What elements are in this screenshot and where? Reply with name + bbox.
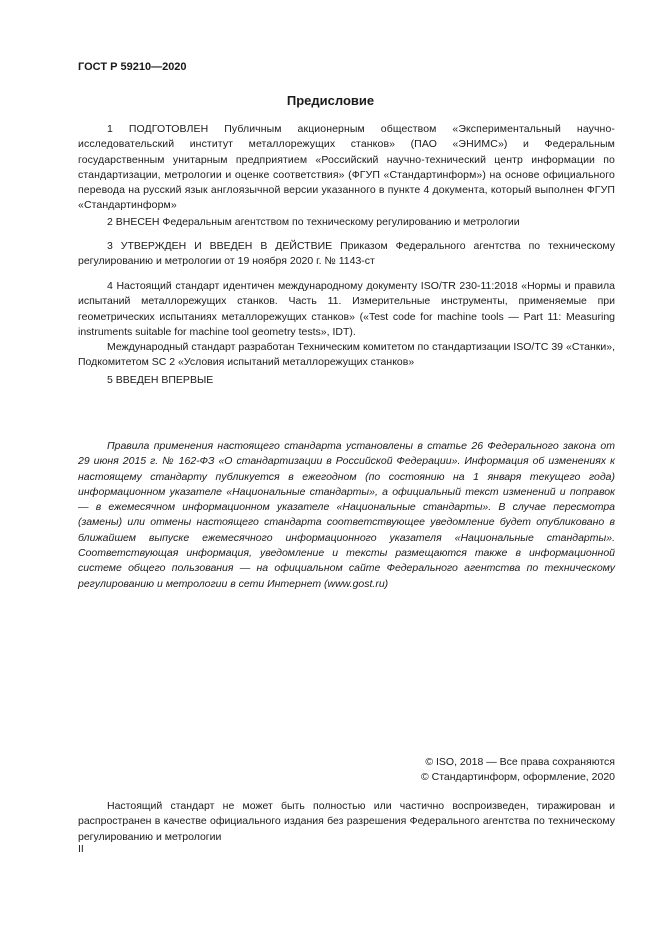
copyright-iso: © ISO, 2018 — Все права сохраняются (425, 756, 615, 768)
reproduction-notice (78, 799, 615, 845)
reproduction-text: Настоящий стандарт не может быть полностью или частично воспроизведен, тиражирован и распространен в качестве официального издания без разрешения Федерального агентства по техническому регулированию и метрологии (78, 800, 615, 843)
copyright-block (300, 755, 615, 786)
paragraph-4-international: Международный стандарт разработан Техническим комитетом по стандартизации ISO/TC 39 «Станки», Подкомитетом SC 2 «Условия испытаний металлорежущих станков» (78, 341, 615, 369)
paragraph-1: 1 ПОДГОТОВЛЕН Публичным акционерным обществом «Экспериментальный научно-исследовательский институт металлорежущих станков» (ПАО «ЭНИМС») и Федеральным государственным унитарным предприятием «Российский научно-технический центр информации по стандартизации, метрологии и оценке соответствия» (ФГУП «Стандартинформ») на основе официального перевода на русский язык англоязычной версии указанного в пункте 4 документа, который выполнен ФГУП «Стандартинформ» (78, 123, 615, 212)
paragraph-5: 5 ВВЕДЕН ВПЕРВЫЕ (107, 374, 214, 386)
paragraph-prepared (78, 122, 615, 214)
application-rules-notice (78, 439, 615, 592)
paragraph-4: 4 Настоящий стандарт идентичен международному документу ISO/TR 230-11:2018 «Нормы и правила испытаний металлорежущих станков. Часть 11. Измерительные инструменты, применяемые при геометрических испытаниях металлорежущих станков» («Test code for machine tools — Part 11: Measuring instruments suitable for machine tool geometry tests», IDT). (78, 280, 615, 338)
paragraph-2: 2 ВНЕСЕН Федеральным агентством по техническому регулированию и метрологии (107, 216, 520, 228)
copyright-standartinform: © Стандартинформ, оформление, 2020 (420, 771, 615, 784)
page-number: II (78, 843, 84, 855)
paragraph-submitted (78, 215, 615, 230)
paragraph-3: 3 УТВЕРЖДЕН И ВВЕДЕН В ДЕЙСТВИЕ Приказом Федерального агентства по техническому регулированию и метрологии от 19 ноября 2020 г. № 1143-ст (78, 240, 615, 268)
paragraph-identical (78, 279, 615, 371)
paragraph-introduced (78, 373, 615, 388)
notice-text: Правила применения настоящего стандарта установлены в статье 26 Федерального закона от 29 июня 2015 г. № 162-ФЗ «О стандартизации в Российской Федерации». Информация об изменениях к настоящему стандарту публикуется в ежегодном (по состоянию на 1 января текущего года) информационном указателе «Национальные стандарты», а официальный текст изменений и поправок — в ежемесячном информационном указателе «Национальные стандарты». В случае пересмотра (замены) или отмены настоящего стандарта соответствующее уведомление будет опубликовано в ближайшем выпуске ежемесячного информационного указателя «Национальные стандарты». Соответствующая информация, уведомление и тексты размещаются также в информационной системе общего пользования — на официальном сайте Федерального агентства по техническому регулированию и метрологии в сети Интернет (www.gost.ru) (78, 440, 615, 590)
paragraph-approved (78, 239, 615, 270)
page-title: Предисловие (286, 93, 375, 108)
standard-code: ГОСТ Р 59210—2020 (78, 61, 187, 73)
